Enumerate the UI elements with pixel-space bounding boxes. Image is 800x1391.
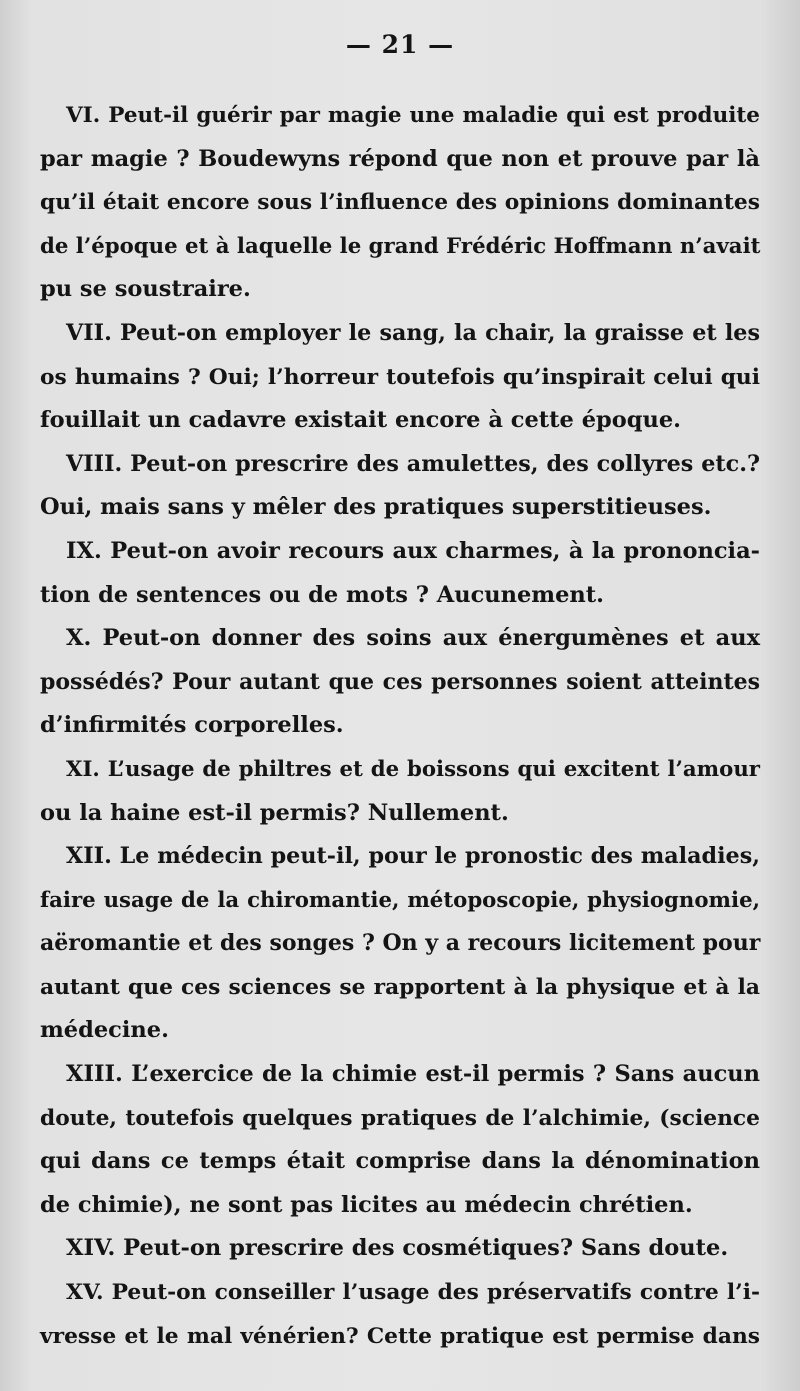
text-line: XV. Peut-on conseiller l’usage des préservatifs contre l’i- (66, 1280, 760, 1306)
text-line: de chimie), ne sont pas licites au médecin chrétien. (40, 1191, 693, 1218)
text-line: autant que ces sciences se rapportent à la physique et à la (40, 974, 760, 1000)
text-line: qu’il était encore sous l’influence des opinions dominantes (40, 190, 760, 216)
text-line: XIV. Peut-on prescrire des cosmétiques? Sans doute. (66, 1235, 729, 1262)
text-line: XI. L’usage de philtres et de boissons qui excitent l’amour (66, 756, 760, 782)
text-line: faire usage de la chiromantie, métoposcopie, physiognomie, (40, 887, 760, 913)
text-line: VIII. Peut-on prescrire des amulettes, des collyres etc.? (66, 450, 760, 477)
body-text (40, 94, 760, 1358)
text-line: XII. Le médecin peut-il, pour le pronostic des maladies, (66, 843, 760, 870)
text-line: possédés? Pour autant que ces personnes soient atteintes (40, 668, 760, 695)
text-line: IX. Peut-on avoir recours aux charmes, à la prononcia- (66, 537, 760, 564)
text-line: Oui, mais sans y mêler des pratiques superstitieuses. (40, 494, 712, 521)
text-line: X. Peut-on donner des soins aux énergumènes et aux (66, 625, 760, 652)
text-line: VII. Peut-on employer le sang, la chair, la graisse et les (66, 319, 760, 346)
text-line: vresse et le mal vénérien? Cette pratique est permise dans (40, 1323, 760, 1349)
text-line: ou la haine est-il permis? Nullement. (40, 799, 509, 826)
text-line: par magie ? Boudewyns répond que non et prouve par là (40, 145, 760, 172)
text-line: doute, toutefois quelques pratiques de l’alchimie, (science (40, 1105, 760, 1131)
text-line: fouillait un cadavre existait encore à cette époque. (40, 407, 681, 434)
text-line: de l’époque et à laquelle le grand Frédéric Hoffmann n’avait (40, 233, 761, 259)
text-line: aëromantie et des songes ? On y a recours licitement pour (40, 930, 761, 957)
text-line: pu se soustraire. (40, 276, 251, 303)
text-line: qui dans ce temps était comprise dans la dénomination (40, 1148, 760, 1175)
text-line: médecine. (40, 1017, 169, 1044)
text-line: tion de sentences ou de mots ? Aucunement. (40, 581, 605, 608)
text-line: VI. Peut-il guérir par magie une maladie qui est produite (66, 103, 760, 128)
page-number: — 21 — (345, 30, 455, 59)
text-line: XIII. L’exercice de la chimie est-il permis ? Sans aucun (66, 1061, 760, 1088)
text-line: d’infirmités corporelles. (40, 712, 344, 739)
text-line: os humains ? Oui; l’horreur toutefois qu’inspirait celui qui (40, 364, 760, 390)
